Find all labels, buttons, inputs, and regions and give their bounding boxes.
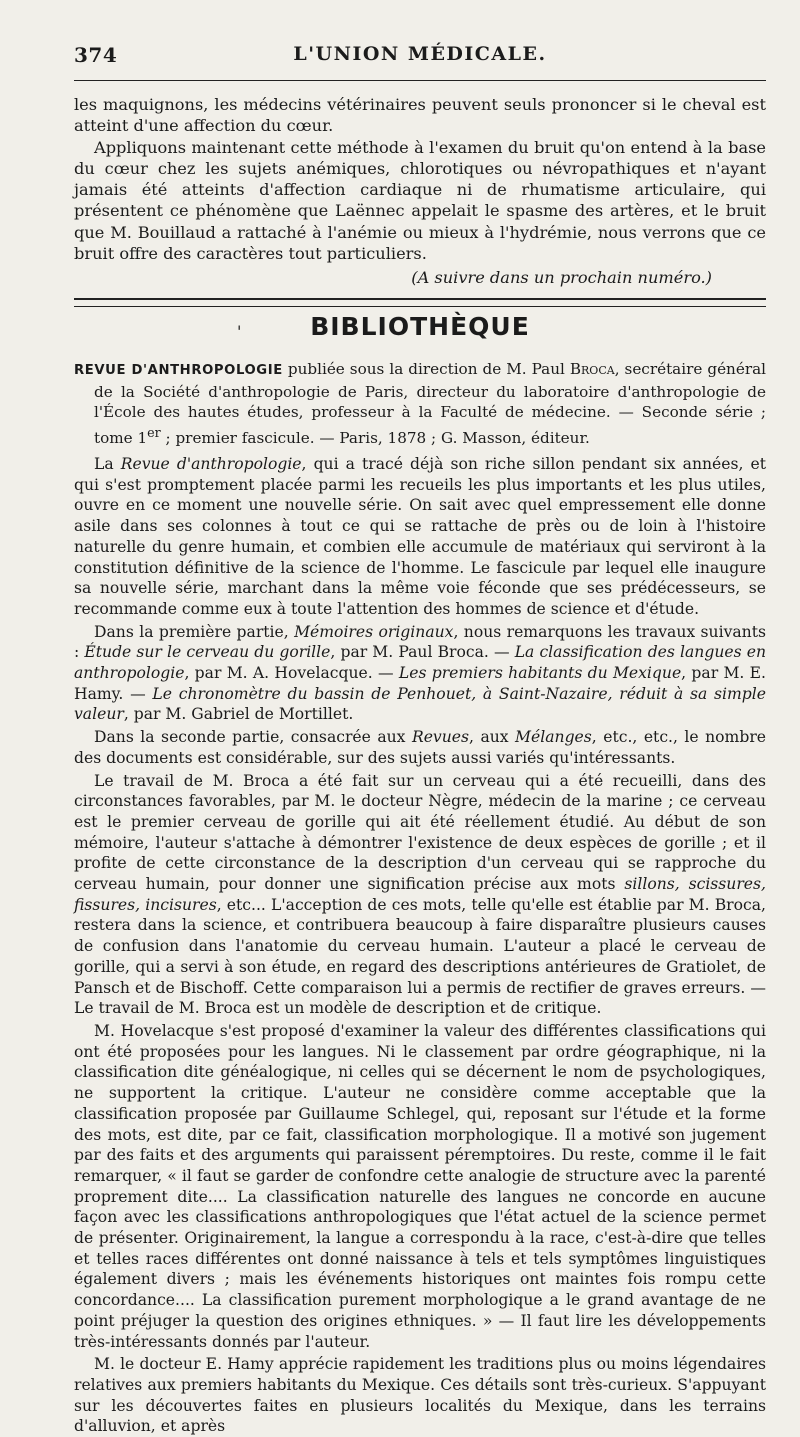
- article-paragraph: M. Hovelacque s'est proposé d'examiner la valeur des différentes classifications qui ont été proposées pour les langues. Ni le classement par ordre géographique, ni la classification dite généalogique, ni celles qui se décernent le nom de psychologiques, ne supportent la critique. L'auteur ne considère comme acceptable que la classification proposée par Guillaume Schlegel, qui, reposant sur l'étude et la forme des mots, est dite, par ce fait, classification morphologique. Il a motivé son jugement par des faits et des arguments qui paraissent péremptoires. Du reste, comme il le fait remarquer, « il faut se garder de confondre cette analogie de structure avec la parenté proprement dite.... La classification naturelle des langues ne concorde en aucune façon avec les classifications anthropologiques que l'état actuel de la science permet de présenter. Originairement, la langue a correspondu à la race, c'est-à-dire que telles et telles races différentes ont donné naissance à tels et tels symptômes linguistiques également divers ; mais les événements historiques ont maintes fois rompu cette concordance.... La classification purement morphologique a le grand avantage de ne point préjuger la question des origines ethniques. » — Il faut lire les développements très-intéressants donnés par l'auteur.: [74, 1021, 766, 1351]
- text-run: , par M. Gabriel de Mortillet.: [123, 705, 354, 724]
- article-body: [74, 454, 766, 1437]
- ornament-mark: ': [237, 322, 242, 341]
- text-run: , par M. A. Hovelacque. —: [184, 664, 399, 683]
- text-run: Le travail de M. Broca a été fait sur un cerveau qui a été recueilli, dans des circonstances favorables, par M. le docteur Nègre, médecin de la marine ; ce cerveau est le premier cerveau de gorille qui ait été réellement étudié. Au début de son mémoire, l'auteur s'attache à démontrer l'existence de deux espèces de gorille ; et il profite de cette circonstance de la description d'un cerveau qui se rapproche du cerveau humain, pour donner une signification précise aux mots: [74, 771, 766, 894]
- text-run: , etc... L'acception de ces mots, telle qu'elle est établie par M. Broca, restera dans la science, et contribuera beaucoup à faire disparaître plusieurs causes de confusion dans l'anatomie du cerveau humain. L'auteur a placé le cerveau de gorille, qui a servi à son étude, en regard des descriptions antérieures de Gratiolet, de Pansch et de Bischoff. Cette comparaison lui a permis de rectifier de graves erreurs. — Le travail de M. Broca est un modèle de description et de critique.: [74, 895, 766, 1018]
- page-number: 374: [74, 43, 118, 67]
- italic-run: Mélanges: [515, 728, 592, 747]
- intro-text: [74, 94, 766, 289]
- section-heading: [74, 312, 766, 341]
- text-run: Dans la première partie,: [94, 622, 295, 641]
- editor-name: Broca: [569, 360, 615, 378]
- continued-note: (A suivre dans un prochain numéro.): [411, 268, 712, 288]
- text-run: La: [94, 455, 121, 473]
- italic-run: Revues: [411, 728, 470, 747]
- review-citation: [74, 359, 766, 448]
- italic-run: Revue d'anthropologie: [120, 455, 302, 473]
- running-head: L'UNION MÉDICALE.: [293, 43, 547, 65]
- citation-text: ; premier fascicule. — Paris, 1878 ; G. Masson, éditeur.: [160, 428, 590, 447]
- article-paragraph: [74, 454, 766, 620]
- intro-paragraph: les maquignons, les médecins vétérinaires peuvent seuls prononcer si le cheval est atteint d'une affection du cœur.: [74, 95, 766, 136]
- italic-run: Les premiers habitants du Mexique: [398, 664, 682, 683]
- italic-run: Mémoires originaux: [294, 622, 454, 641]
- article-paragraph: [74, 771, 766, 1019]
- page-header: [74, 43, 766, 73]
- italic-run: sillons, scissures, fissures, incisures: [74, 875, 766, 914]
- article-paragraph: M. le docteur E. Hamy apprécie rapidement les traditions plus ou moins légendaires relatives aux premiers habitants du Mexique. Ces détails sont très-curieux. S'appuyant sur les découvertes faites en plusieurs localités du Mexique, dans les terrains d'alluvion, et après: [74, 1355, 766, 1436]
- article-paragraph: [74, 622, 766, 726]
- tome-superscript: er: [147, 424, 161, 440]
- review-title: REVUE D'ANTHROPOLOGIE: [74, 363, 283, 378]
- text-run: , aux: [469, 728, 516, 747]
- intro-paragraph: Appliquons maintenant cette méthode à l'examen du bruit qu'on entend à la base du cœur chez les sujets anémiques, chlorotiques ou névropathiques et n'ayant jamais été atteints d'affection cardiaque ni de rhumatisme articulaire, qui présentent ce phénomène que Laënnec appelait le spasme des artères, et le bruit que M. Bouillaud a rattaché à l'anémie ou mieux à l'hydrémie, nous verrons que ce bruit offre des caractères tout particuliers.: [74, 137, 766, 264]
- citation-text: , secrétaire général de la Société d'anthropologie de Paris, directeur du laboratoire d'anthropologie de l'École des hautes études, professeur à la Faculté de médecine. — Seconde série ; tome 1: [94, 360, 766, 447]
- italic-run: La classification des langues en anthropologie: [74, 643, 766, 683]
- section-divider: [74, 298, 766, 307]
- italic-run: Étude sur le cerveau du gorille: [84, 643, 331, 662]
- text-run: , qui a tracé déjà son riche sillon pendant six années, et qui s'est promptement placée parmi les recueils les plus importants et les plus utiles, ouvre en ce moment une nouvelle série. On sait avec quel empressement elle donne asile dans ses colonnes à tout ce qui se rattache de près ou de loin à l'histoire naturelle du genre humain, et combien elle accumule de matériaux qui serviront à la constitution définitive de la science de l'homme. Le fascicule par lequel elle inaugure sa nouvelle série, marchant dans la même voie féconde que ses prédécesseurs, se recommande comme eux à toute l'attention des hommes de science et d'étude.: [74, 455, 767, 618]
- header-rule: [74, 80, 766, 81]
- italic-run: Le chronomètre du bassin de Penhouet, à Saint-Nazaire, réduit à sa simple valeur: [74, 684, 766, 724]
- citation-text: publiée sous la direction de M. Paul: [282, 360, 570, 378]
- text-run: , par M. Paul Broca. —: [330, 643, 515, 662]
- section-title: BIBLIOTHÈQUE: [310, 312, 530, 341]
- text-run: , par M. E. Hamy. —: [74, 664, 766, 703]
- text-run: , nous remarquons les travaux suivants :: [74, 622, 766, 662]
- text-run: Dans la seconde partie, consacrée aux: [94, 728, 412, 747]
- text-run: , etc., etc., le nombre des documents est considérable, sur des sujets aussi variés qu'intéressants.: [74, 728, 766, 767]
- citation-paragraph: [74, 359, 766, 448]
- article-paragraph: [74, 727, 766, 768]
